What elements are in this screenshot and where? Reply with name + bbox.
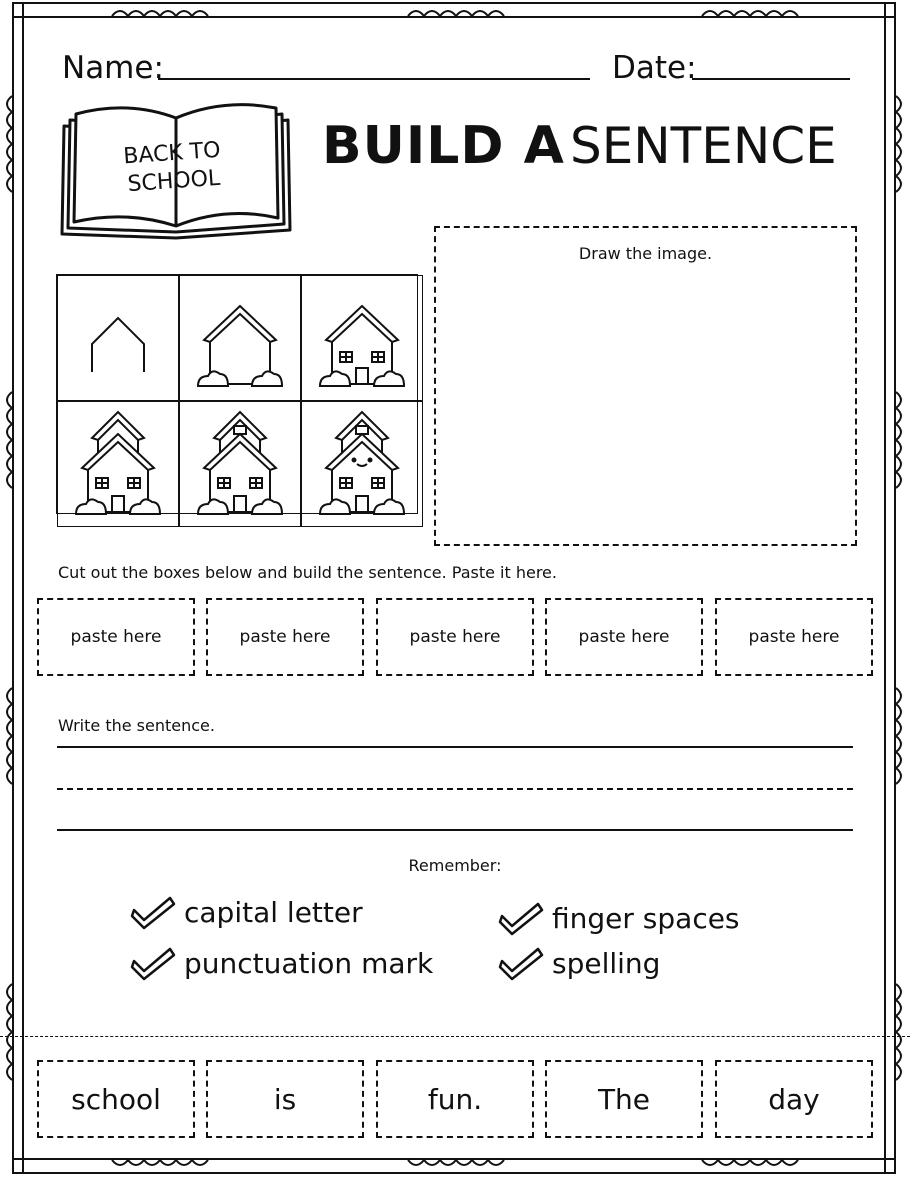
word-card-5[interactable]: day <box>715 1060 873 1138</box>
date-field[interactable] <box>692 78 850 80</box>
page-title <box>322 116 837 176</box>
name-label: Name: <box>62 50 164 86</box>
roof-outline-icon <box>58 276 178 396</box>
name-field[interactable] <box>158 78 590 80</box>
grid-cell-3 <box>301 275 423 401</box>
writing-base-line[interactable] <box>57 829 853 831</box>
book-line-1: BACK TO <box>122 137 222 170</box>
two-story-house-window-icon <box>180 402 300 522</box>
cut-line <box>0 1036 910 1037</box>
smiling-house-icon <box>302 402 422 522</box>
house-sequence-grid <box>56 274 418 514</box>
cut-paste-instructions: Cut out the boxes below and build the sentence. Paste it here. <box>58 563 557 582</box>
draw-area[interactable] <box>434 226 857 546</box>
date-label: Date: <box>612 50 697 86</box>
checkmark-icon <box>498 900 544 936</box>
checklist-label: spelling <box>552 946 661 980</box>
checkmark-icon <box>498 945 544 981</box>
grid-cell-5 <box>179 401 301 527</box>
writing-mid-line[interactable] <box>57 788 853 790</box>
grid-cell-4 <box>57 401 179 527</box>
title-light: SENTENCE <box>569 117 837 175</box>
two-story-house-icon <box>58 402 178 522</box>
book-label <box>104 135 242 200</box>
writing-top-line[interactable] <box>57 746 853 748</box>
checklist-item-capital-letter <box>130 894 363 930</box>
paste-box-2[interactable]: paste here <box>206 598 364 676</box>
grid-cell-6 <box>301 401 423 527</box>
paste-box-4[interactable]: paste here <box>545 598 703 676</box>
paste-box-5[interactable]: paste here <box>715 598 873 676</box>
house-windows-icon <box>302 276 422 396</box>
checklist-item-finger-spaces <box>498 900 740 936</box>
house-outline-icon <box>180 276 300 396</box>
checkmark-icon <box>130 945 176 981</box>
word-card-4[interactable]: The <box>545 1060 703 1138</box>
book-line-2: SCHOOL <box>126 165 222 198</box>
title-bold: BUILD A <box>322 116 565 176</box>
checklist-label: capital letter <box>184 895 363 929</box>
write-instructions: Write the sentence. <box>58 716 215 735</box>
checklist-label: finger spaces <box>552 901 740 935</box>
grid-cell-2 <box>179 275 301 401</box>
checkmark-icon <box>130 894 176 930</box>
paste-box-1[interactable]: paste here <box>37 598 195 676</box>
checklist-item-punctuation-mark <box>130 945 433 981</box>
word-card-2[interactable]: is <box>206 1060 364 1138</box>
paste-box-3[interactable]: paste here <box>376 598 534 676</box>
word-card-1[interactable]: school <box>37 1060 195 1138</box>
checklist-label: punctuation mark <box>184 946 434 980</box>
word-card-3[interactable]: fun. <box>376 1060 534 1138</box>
checklist-item-spelling <box>498 945 660 981</box>
draw-area-label: Draw the image. <box>578 244 713 263</box>
remember-label: Remember: <box>408 856 502 875</box>
grid-cell-1 <box>57 275 179 401</box>
